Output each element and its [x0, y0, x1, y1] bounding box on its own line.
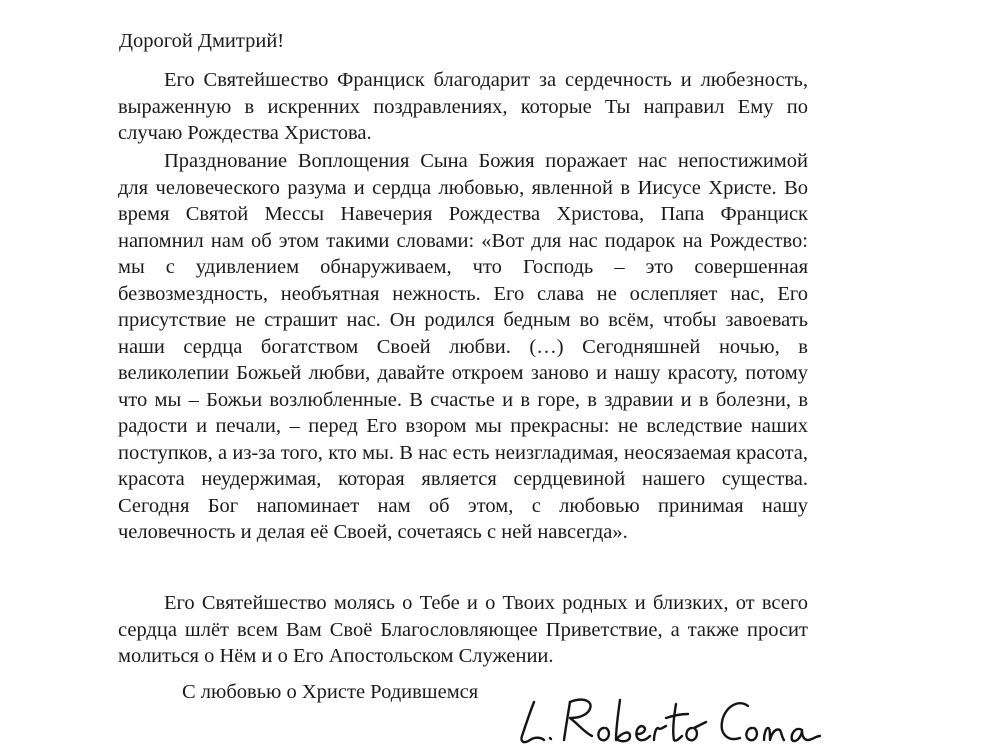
signature-graphic [512, 688, 822, 750]
closing-line: С любовью о Христе Родившемся [182, 681, 479, 703]
paragraph-gratitude: Его Святейшество Франциск благодарит за сердечность и любезность, выраженную в искренних поздравлениях, которые Ты направил Ему по случаю Рождества Христова. [118, 69, 808, 144]
paragraph-blessing: Его Святейшество молясь о Тебе и о Твоих родных и близких, от всего сердца шлёт всем Вам Своё Благословляющее Приветствие, а также просит молиться о Нём и о Его Апостольском Служении. [118, 592, 808, 667]
handwritten-signature [512, 688, 822, 750]
paragraph-incarnation-quote: Празднование Воплощения Сына Божия поражает нас непостижимой для человеческого разума и сердца любовью, явленной в Иисусе Христе. Во время Святой Мессы Навечерия Рождества Христова, Папа Франциск напомнил нам об этом такими словами: «Вот для нас подарок на Рождество: мы с удивлением обнаруживаем, что Господь – это совершенная безвозмездность, необъятная нежность. Его слава не ослепляет нас, Его присутствие не страшит нас. Он родился бедным во всём, чтобы завоевать наши сердца богатством Своей любви. (…) Сегодняшней ночью, в великолепии Божьей любви, давайте откроем заново и нашу красоту, потому что мы – Божьи возлюбленные. В счастье и в горе, в здравии и в болезни, в радости и печали, – перед Его взором мы прекрасны: не вследствие наших поступков, а из-за того, кто мы. В нас есть неизгладимая, неосязаемая красота, красота неудержимая, которая является сердцевиной нашего существа. Сегодня Бог напоминает нам об этом, с любовью принимая нашу человечность и делая её Своей, сочетаясь с ней навсегда». [118, 150, 808, 543]
salutation: Дорогой Дмитрий! [119, 30, 285, 52]
